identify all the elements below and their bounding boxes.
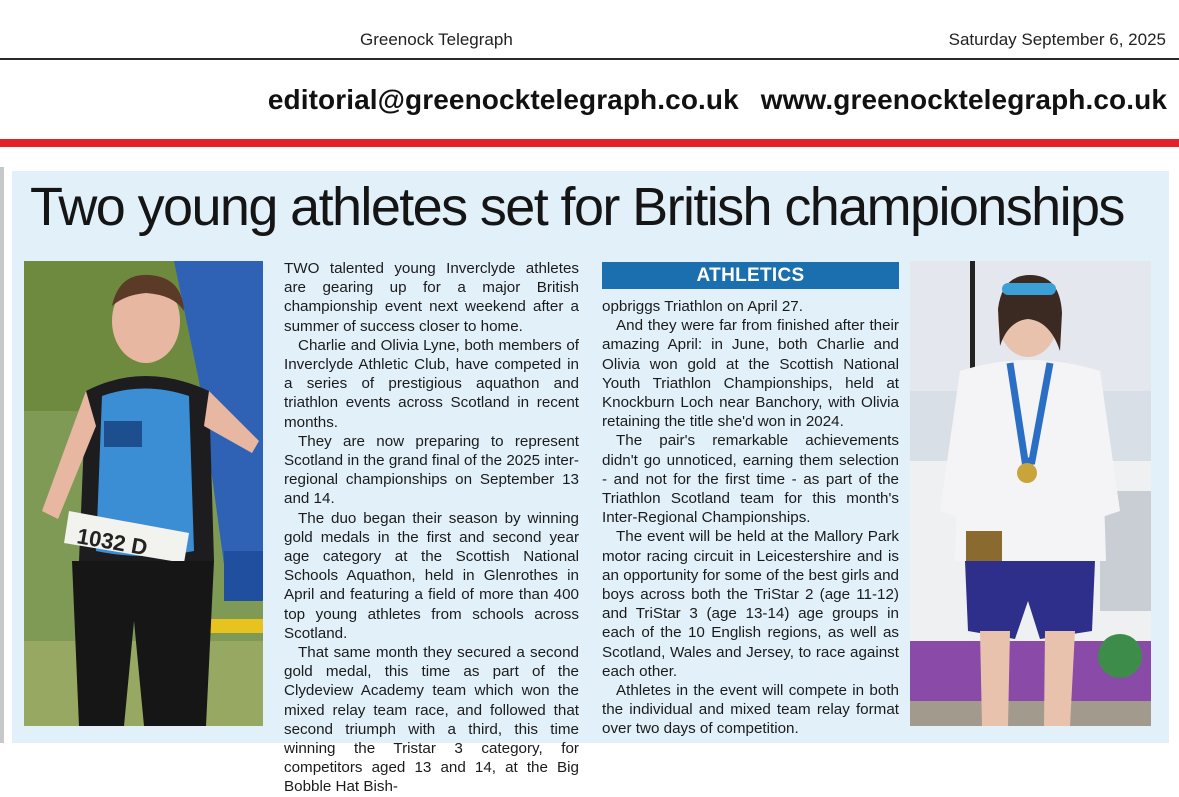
article-headline: Two young athletes set for British championships [30, 177, 1124, 237]
paragraph: They are now preparing to represent Scotland in the grand final of the 2025 inter-regional championships on September 13 and 14. [284, 432, 579, 508]
paper-name: Greenock Telegraph [360, 30, 513, 49]
editorial-email[interactable]: editorial@greenocktelegraph.co.uk [267, 84, 739, 115]
paragraph: Athletes in the event will compete in both the individual and mixed team relay format over two days of competition. [602, 682, 899, 738]
paragraph: The event will be held at the Mallory Park motor racing circuit in Leicestershire and is an opportunity for some of the best girls and boys across both the TriStar 2 (age 11-12) and TriStar 3 (age 13-14) age groups in each of the 10 English regions, as well as Scotland, Wales and Jersey, to race against each other. [602, 528, 899, 680]
photo-charlie-illustration [24, 261, 263, 726]
page-edge-bar [0, 167, 4, 743]
article-column-1 [284, 259, 579, 797]
paragraph: And they were far from finished after their amazing April: in June, both Charlie and Olivia won gold at the Scottish National Youth Triathlon Championships, held at Knockburn Loch near Banchory, with Olivia retaining the title she'd won in 2024. [602, 317, 899, 431]
paragraph: Charlie and Olivia Lyne, both members of Inverclyde Athletic Club, have competed in a series of prestigious aquathon and triathlon events across Scotland in recent months. [284, 336, 579, 431]
article-column-2 [602, 297, 899, 739]
publication-date: Saturday September 6, 2025 [948, 30, 1166, 49]
paragraph-intro: TWO talented young Inverclyde athletes are gearing up for a major British championship event next weekend after a summer of success closer to home. [284, 260, 579, 335]
paragraph: That same month they secured a second gold medal, this time as part of the Clydeview Academy team which won the mixed relay team race, and followed that second triumph with a third, this time winning the Tristar 3 category, for competitors aged 13 and 14, at the Big Bobble Hat Bish- [284, 644, 579, 796]
photo-olivia-medal [910, 261, 1151, 726]
photo-olivia-illustration [910, 261, 1151, 726]
race-bib-number: 1032 D [75, 523, 150, 561]
paragraph: The pair's remarkable achievements didn't go unnoticed, earning them selection - and not for the first time - as part of the Triathlon Scotland team for this month's Inter-Regional Championships. [602, 432, 899, 527]
masthead-rule [0, 58, 1179, 60]
photo-charlie-running [24, 261, 263, 726]
paragraph: The duo began their season by winning gold medals in the first and second year age category at the Scottish National Schools Aquathon, held in Glenrothes in April and featuring a field of more than 400 top young athletes from schools across Scotland. [284, 509, 579, 642]
red-divider [0, 139, 1179, 147]
paragraph-continuation: opbriggs Triathlon on April 27. [602, 298, 803, 315]
website-url[interactable]: www.greenocktelegraph.co.uk [760, 84, 1167, 115]
contact-line [268, 84, 1167, 116]
masthead [0, 0, 1179, 60]
section-label: ATHLETICS [602, 262, 899, 289]
